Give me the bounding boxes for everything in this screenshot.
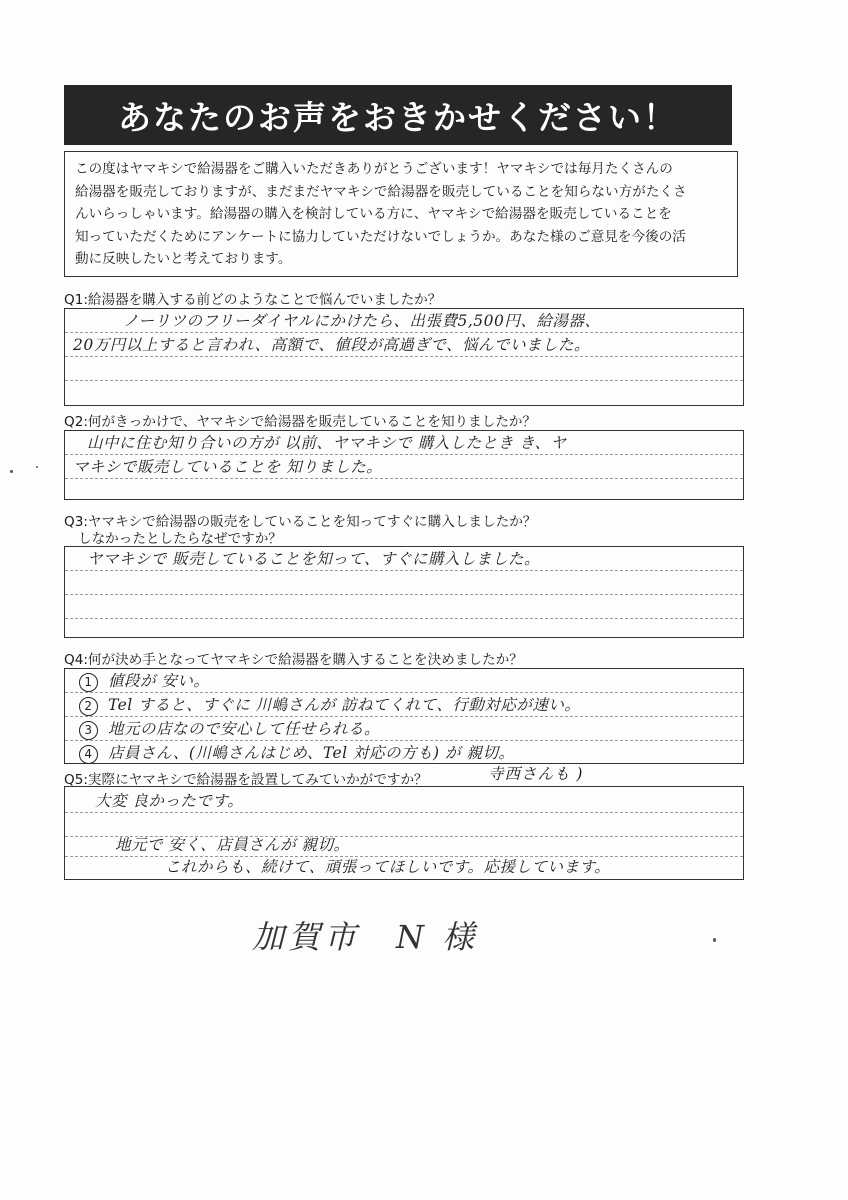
q4-answer-text: Tel すると、すぐに 川嶋さんが 訪ねてくれて、行動対応が速い。: [108, 696, 581, 714]
q4-answer-text: 店員さん、(川嶋さんはじめ、Tel 対応の方も) が 親切。: [108, 744, 515, 762]
intro-line: この度はヤマキシで給湯器をご購入いただきありがとうございます！ヤマキシでは毎月たくさんの: [75, 161, 673, 177]
q1-answer-box: [64, 308, 744, 406]
intro-line: 知っていただくためにアンケートに協力していただけないでしょうか。あなた様のご意見を今後の活: [75, 228, 686, 245]
q3-label-sub: しなかったとしたらなぜですか？: [78, 531, 282, 547]
q2-label: Q2:何がきっかけで、ヤマキシで給湯器を販売していることを知りましたか？: [64, 414, 537, 430]
q5-answer-box: [64, 786, 744, 880]
q4-answer-box: [64, 668, 744, 764]
circle-number-badge: 2: [79, 697, 98, 716]
q3-answer-line: [65, 619, 743, 637]
q4-answer-text: 値段が 安い。: [108, 672, 210, 690]
intro-line: 動に反映したいと考えております。: [75, 251, 292, 267]
q4-answer-line: [65, 741, 743, 765]
q3-label: Q3:ヤマキシで給湯器の販売をしていることを知ってすぐに購入しましたか？: [64, 514, 537, 530]
q1-answer-line: [65, 381, 743, 405]
q5-answer-line: 大変 良かったです。: [65, 789, 743, 813]
q5-answer-line: これからも、続けて、頑張ってほしいです。応援しています。: [165, 858, 611, 876]
q5-handwritten-note: 寺西さんも ): [488, 765, 584, 783]
customer-signature: 加賀市 N 様: [252, 918, 479, 956]
q5-answer-line: 地元で 安く、店員さんが 親切。: [65, 833, 743, 857]
q1-answer-line: ノーリツのフリーダイヤルにかけたら、出張費5,500円、給湯器、: [65, 309, 743, 333]
q2-answer-line: 山中に住む知り合いの方が 以前、ヤマキシで 購入したとき き、ヤ: [65, 431, 743, 455]
q4-answer-line: [65, 693, 743, 717]
q4-label: Q4:何が決め手となってヤマキシで給湯器を購入することを決めましたか？: [64, 652, 523, 668]
scan-speck: [10, 470, 13, 473]
circle-number-badge: 1: [79, 673, 98, 692]
q3-answer-box: [64, 546, 744, 638]
q3-answer-line: ヤマキシで 販売していることを知って、すぐに購入しました。: [65, 547, 743, 571]
q1-answer-line: 20万円以上すると言われ、高額で、値段が高過ぎで、悩んでいました。: [65, 333, 743, 357]
circle-number-badge: 4: [79, 745, 98, 764]
q2-answer-line: [65, 479, 743, 499]
q1-label: Q1:給湯器を購入する前どのようなことで悩んでいましたか？: [64, 292, 442, 308]
q3-answer-line: [65, 571, 743, 595]
scan-speck: [713, 938, 716, 942]
q1-answer-line: [65, 357, 743, 381]
intro-line: 給湯器を販売しておりますが、まだまだヤマキシで給湯器を販売していることを知らない方がたくさ: [75, 183, 687, 200]
q4-answer-line: [65, 717, 743, 741]
intro-text: [64, 151, 738, 277]
q2-answer-box: [64, 430, 744, 500]
q3-answer-line: [65, 595, 743, 619]
q2-answer-line: マキシで販売していることを 知りました。: [65, 455, 743, 479]
q4-answer-line: [65, 669, 743, 693]
q4-answer-text: 地元の店なので安心して任せられる。: [108, 720, 381, 738]
circle-number-badge: 3: [79, 721, 98, 740]
page-title: あなたのお声をおきかせください！: [64, 85, 732, 145]
scan-speck: [36, 466, 38, 468]
q5-label: Q5:実際にヤマキシで給湯器を設置してみていかがですか？: [64, 772, 428, 788]
intro-line: んいらっしゃいます。給湯器の購入を検討している方に、ヤマキシで給湯器を販売していることを: [75, 206, 672, 222]
